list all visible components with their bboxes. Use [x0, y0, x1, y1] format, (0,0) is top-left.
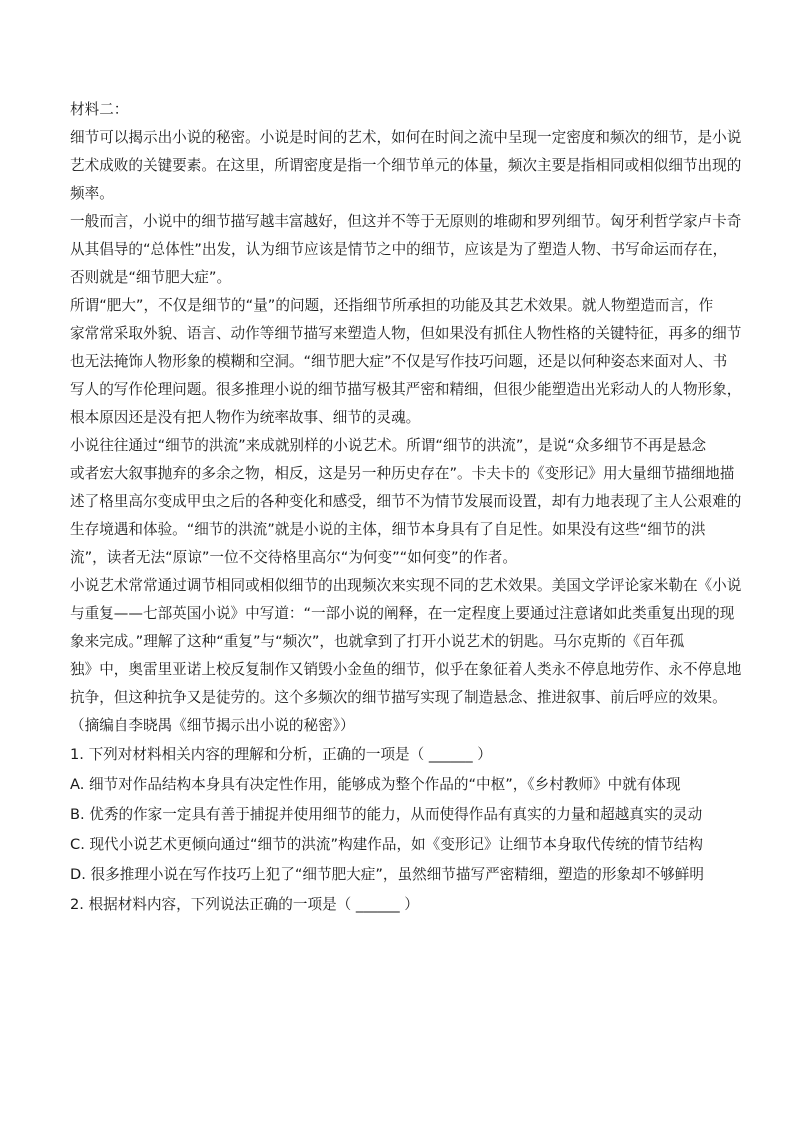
text-line: 小说艺术常常通过调节相同或相似细节的出现频次来实现不同的艺术效果。美国文学评论家米勒在《小说 [70, 577, 742, 594]
source-note: （摘编自李晓禺《细节揭示出小说的秘密》） [70, 717, 355, 734]
question-stem: 2. 根据材料内容，下列说法正确的一项是（ ______ ） [70, 896, 419, 913]
paragraph-4 [70, 432, 742, 572]
text-line: 小说往往通过“细节的洪流”来成就别样的小说艺术。所谓“细节的洪流”，是说“众多细节不再是悬念 [70, 437, 707, 454]
text-line: 所谓“肥大”，不仅是细节的“量”的问题，还指细节所承担的功能及其艺术效果。就人物塑造而言，作 [70, 297, 714, 314]
question-stem: 1. 下列对材料相关内容的理解和分析，正确的一项是（ ______ ） [70, 746, 492, 763]
text-line: 述了格里高尔变成甲虫之后的各种变化和感受，细节不为情节发展而设置，却有力地表现了主人公艰难的 [70, 493, 742, 510]
text-line: 细节可以揭示出小说的秘密。小说是时间的艺术，如何在时间之流中呈现一定密度和频次的细节，是小说 [70, 129, 742, 146]
text-line: 流”，读者无法“原谅”一位不交待格里高尔“为何变”“如何变”的作者。 [70, 549, 517, 566]
question-1 [70, 740, 722, 890]
text-line: 象来完成。”理解了这种“重复”与“频次”，也就拿到了打开小说艺术的钥匙。马尔克斯的《百年孤 [70, 633, 685, 650]
text-line: 或者宏大叙事抛弃的多余之物，相反，这是另一种历史存在”。卡夫卡的《变形记》用大量细节描细地描 [70, 465, 735, 482]
text-line: 家常常采取外貌、语言、动作等细节描写来塑造人物，但如果没有抓住人物性格的关键特征，再多的细节 [70, 325, 742, 342]
text-line: 抗争，但这种抗争又是徒劳的。这个多频次的细节描写实现了制造悬念、推进叙事、前后呼应的效果。 [70, 689, 727, 706]
text-line: 一般而言，小说中的细节描写越丰富越好，但这并不等于无原则的堆砌和罗列细节。匈牙利哲学家卢卡奇 [70, 213, 742, 230]
text-line: 独》中，奥雷里亚诺上校反复制作又销毁小金鱼的细节，似乎在象征着人类永不停息地劳作、永不停息地 [70, 661, 742, 678]
text-line: 也无法掩饰人物形象的模糊和空洞。“细节肥大症”不仅是写作技巧问题，还是以何种姿态来面对人、书 [70, 353, 728, 370]
material-heading: 材料二： [70, 101, 129, 118]
question-2 [70, 890, 722, 920]
option-d: D. 很多推理小说在写作技巧上犯了“细节肥大症”，虽然细节描写严密精细，塑造的形象却不够鲜明 [70, 866, 704, 883]
document-body [70, 96, 742, 920]
paragraph-2 [70, 208, 742, 292]
text-line: 频率。 [70, 185, 114, 202]
text-line: 写人的写作伦理问题。很多推理小说的细节描写极其严密和精细，但很少能塑造出光彩动人的人物形象， [70, 381, 742, 398]
option-b: B. 优秀的作家一定具有善于捕捉并使用细节的能力，从而使得作品有真实的力量和超越真实的灵动 [70, 806, 703, 823]
text-line: 根本原因还是没有把人物作为统率故事、细节的灵魂。 [70, 409, 421, 426]
text-line: 与重复——七部英国小说》中写道：“一部小说的阐释，在一定程度上要通过注意诸如此类重复出现的现 [70, 605, 735, 622]
paragraph-1 [70, 124, 742, 208]
text-line: 否则就是“细节肥大症”。 [70, 269, 232, 286]
paragraph-5 [70, 572, 742, 712]
text-line: 从其倡导的“总体性”出发，认为细节应该是情节之中的细节，应该是为了塑造人物、书写命运而存在， [70, 241, 728, 258]
paragraph-3 [70, 292, 742, 432]
text-line: 艺术成败的关键要素。在这里，所谓密度是指一个细节单元的体量，频次主要是指相同或相似细节出现的 [70, 157, 742, 174]
option-c: C. 现代小说艺术更倾向通过“细节的洪流”构建作品，如《变形记》让细节本身取代传统的情节结构 [70, 836, 703, 853]
option-a: A. 细节对作品结构本身具有决定性作用，能够成为整个作品的“中枢”，《乡村教师》中就有体现 [70, 776, 681, 793]
text-line: 生存境遇和体验。“细节的洪流”就是小说的主体，细节本身具有了自足性。如果没有这些“细节的洪 [70, 521, 706, 538]
